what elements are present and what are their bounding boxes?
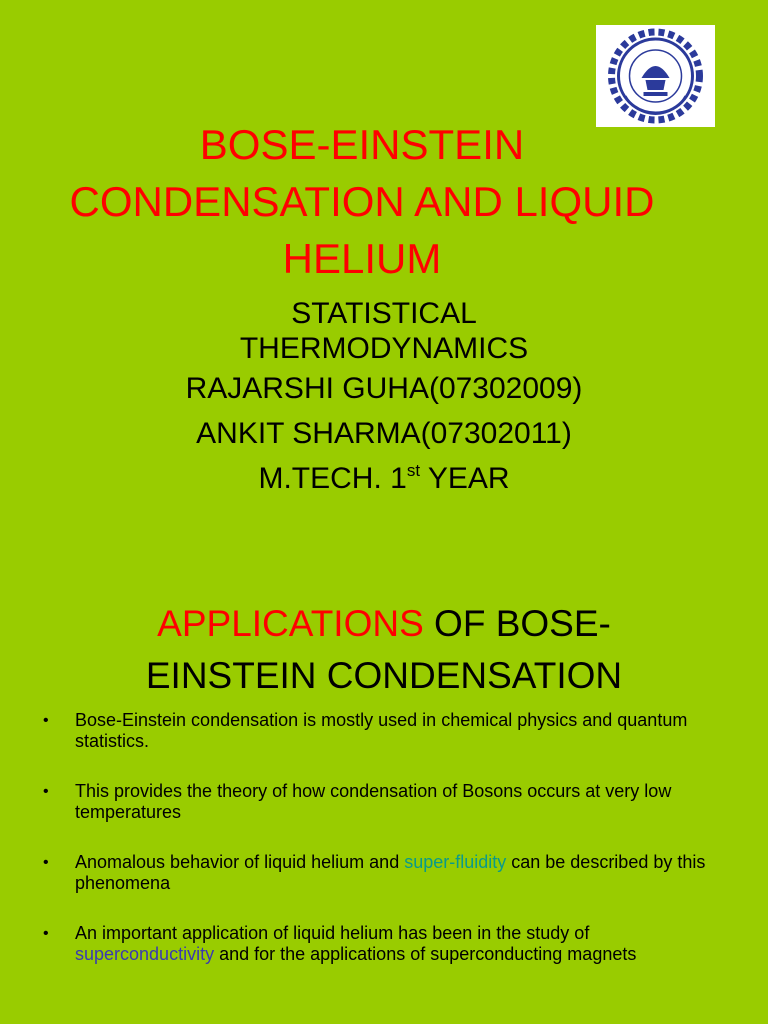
gear-emblem-icon	[596, 25, 715, 127]
applications-slide	[0, 560, 768, 1024]
bullet-text: This provides the theory of how condensation of Bosons occurs at very low temperatures	[75, 781, 672, 822]
bullet-text: An important application of liquid helium has been in the study of	[75, 923, 590, 943]
slide-title	[0, 116, 724, 287]
title-line	[0, 598, 768, 650]
title-line: HELIUM	[282, 235, 442, 282]
subtitle-course: STATISTICAL	[291, 297, 477, 330]
bullet-dot: •	[43, 783, 49, 800]
bullet-text: Bose-Einstein condensation is mostly used in chemical physics and quantum statistics.	[75, 710, 688, 751]
title-line: BOSE-EINSTEIN	[199, 121, 525, 168]
slide-subtitle	[0, 296, 768, 501]
title-line: CONDENSATION AND LIQUID	[69, 178, 655, 225]
subtitle-course-2: THERMODYNAMICS	[239, 332, 529, 365]
program-year-prefix: M.TECH. 1	[258, 462, 407, 495]
bullet-list	[0, 710, 768, 994]
bullet-dot: •	[43, 854, 49, 871]
superfluidity-link[interactable]: super-fluidity	[404, 852, 507, 872]
slide-title	[0, 598, 768, 702]
program-year	[0, 456, 768, 501]
bullet-dot: •	[43, 712, 49, 729]
bullet-text: Anomalous behavior of liquid helium and	[75, 852, 405, 872]
superconductivity-link[interactable]: superconductivity	[75, 944, 215, 964]
title-rest: OF BOSE-	[423, 603, 611, 644]
title-line: EINSTEIN CONDENSATION	[145, 655, 623, 696]
bullet-item	[0, 710, 768, 752]
bullet-text: and for the applications of superconducting magnets	[214, 944, 637, 964]
bullet-dot: •	[43, 925, 49, 942]
program-year-suffix: YEAR	[420, 462, 510, 495]
bullet-item	[0, 923, 768, 965]
bullet-text: can be described by this phenomena	[75, 852, 706, 893]
bullet-item	[0, 781, 768, 823]
program-year-sup: st	[406, 461, 421, 480]
author-1: RAJARSHI GUHA(07302009)	[185, 372, 583, 405]
bullet-item	[0, 852, 768, 894]
institute-logo	[596, 25, 715, 127]
title-highlight: APPLICATIONS	[157, 603, 424, 644]
author-2: ANKIT SHARMA(07302011)	[196, 417, 572, 450]
